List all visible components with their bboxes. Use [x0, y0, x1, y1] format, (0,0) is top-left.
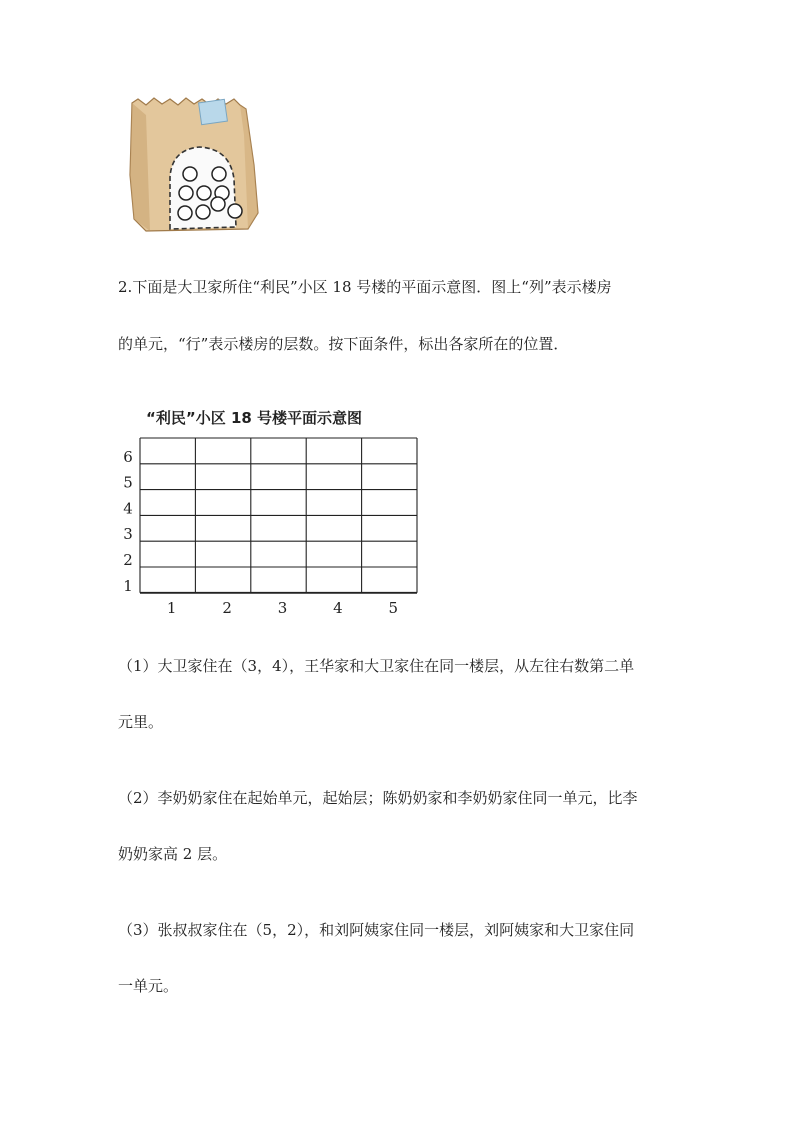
column-label: 3: [277, 598, 288, 617]
question-intro-line1: [118, 277, 698, 297]
question-number: 2.: [118, 278, 133, 296]
ball: [196, 205, 210, 219]
ball: [178, 206, 192, 220]
column-label: 1: [166, 598, 177, 617]
condition-2-line1: （2）李奶奶家住在起始单元，起始层；陈奶奶家和李奶奶家住同一单元，比李: [118, 789, 638, 807]
bag-label: [199, 99, 228, 124]
row-label: 1: [123, 576, 133, 595]
ball: [212, 167, 226, 181]
ball: [197, 186, 211, 200]
row-label: 6: [123, 447, 133, 466]
column-label: 5: [388, 598, 399, 617]
condition-2-line2: 奶奶家高 2 层。: [118, 845, 228, 863]
column-label: 4: [333, 598, 343, 617]
row-label: 3: [123, 525, 133, 544]
row-label: 4: [123, 499, 133, 518]
chart-title: “利民”小区 18 号楼平面示意图: [146, 409, 363, 427]
ball: [179, 186, 193, 200]
condition-1-line1: （1）大卫家住在（3，4），王华家和大卫家住在同一楼层，从左往右数第二单: [118, 657, 635, 675]
ball: [183, 167, 197, 181]
column-label: 2: [222, 598, 232, 617]
condition-3-line1: （3）张叔叔家住在（5，2），和刘阿姨家住同一楼层，刘阿姨家和大卫家住同: [118, 921, 635, 939]
paper-bag-illustration: [126, 95, 266, 235]
question-intro-text: 下面是大卫家所住“利民”小区 18 号楼的平面示意图．图上“列”表示楼房: [132, 278, 612, 296]
condition-3-line2: 一单元。: [118, 977, 179, 995]
building-grid-chart: [110, 428, 430, 623]
ball: [228, 204, 242, 218]
ball: [211, 197, 225, 211]
question-intro-line2: 的单元，“行”表示楼房的层数。按下面条件，标出各家所在的位置．: [118, 335, 569, 353]
row-label: 5: [123, 473, 133, 492]
condition-1-line2: 元里。: [118, 713, 164, 731]
row-label: 2: [123, 551, 133, 569]
